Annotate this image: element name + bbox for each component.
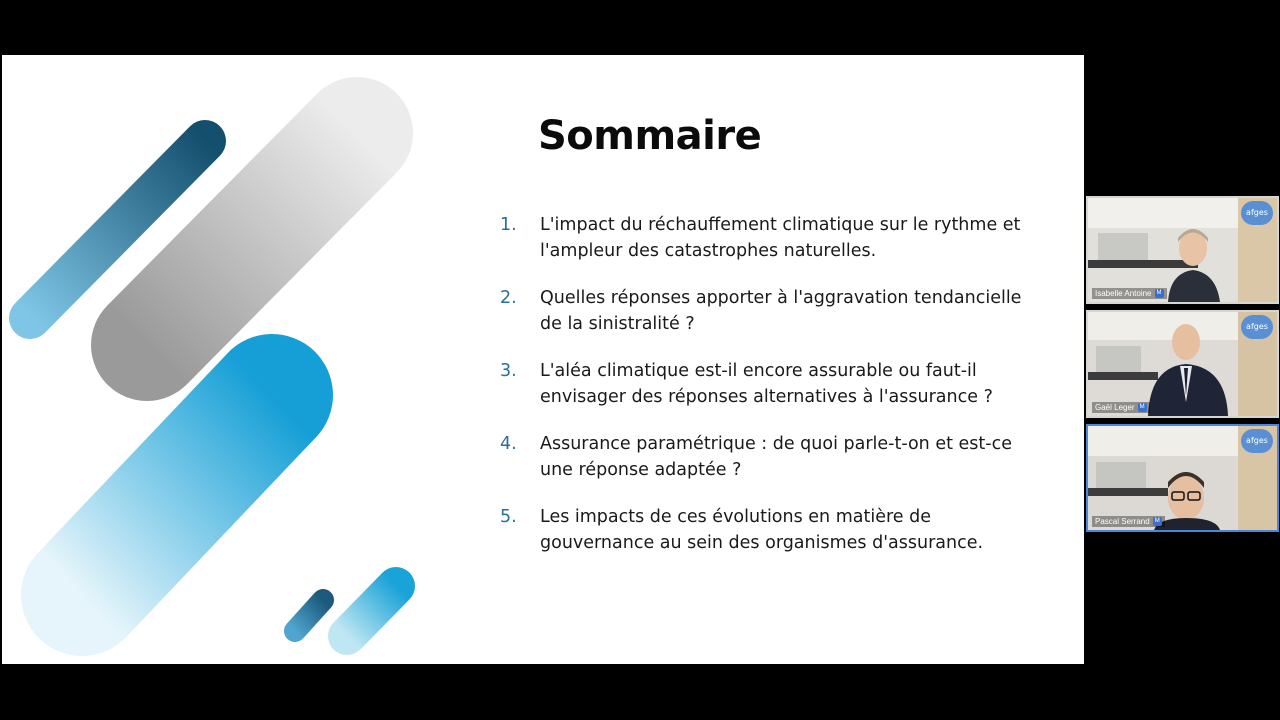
presentation-slide bbox=[2, 55, 1084, 664]
slide-title: Sommaire bbox=[538, 113, 762, 159]
stripe-small-blue bbox=[347, 586, 396, 636]
participant-name bbox=[1092, 516, 1165, 527]
participant-name-text: Isabelle Antoine bbox=[1095, 288, 1152, 298]
agenda-item bbox=[500, 358, 1040, 410]
decorative-stripes bbox=[2, 55, 462, 664]
stripe-small-dark bbox=[295, 600, 323, 631]
participant-name bbox=[1092, 402, 1150, 413]
participant-tile-isabelle-antoine[interactable] bbox=[1086, 196, 1279, 304]
mic-icon: M bbox=[1154, 518, 1160, 524]
participant-name-text: Pascal Serrand bbox=[1095, 516, 1150, 526]
agenda-item-text: L'aléa climatique est-il encore assurable ou faut-il envisager des réponses alternatives à l'assurance ? bbox=[540, 361, 993, 407]
participant-name bbox=[1092, 288, 1167, 299]
agenda-item-number: 1. bbox=[500, 215, 517, 235]
agenda-item-text: Les impacts de ces évolutions en matière de gouvernance au sein des organismes d'assurance. bbox=[540, 507, 984, 553]
agenda-item-number: 3. bbox=[500, 361, 517, 381]
participant-tile-pascal-serrand[interactable] bbox=[1086, 424, 1279, 532]
agenda-item bbox=[500, 504, 1040, 556]
participant-panel bbox=[1086, 196, 1279, 538]
agenda-item-number: 4. bbox=[500, 434, 517, 454]
mic-icon: M bbox=[1156, 290, 1162, 296]
agenda-item-text: Assurance paramétrique : de quoi parle-t-on et est-ce une réponse adaptée ? bbox=[540, 434, 1012, 480]
agenda-item-number: 2. bbox=[500, 288, 517, 308]
stripe-blue bbox=[82, 395, 272, 595]
agenda-item-number: 5. bbox=[500, 507, 517, 527]
agenda-item bbox=[500, 212, 1040, 264]
afges-logo-badge: afges bbox=[1241, 429, 1273, 453]
agenda-item bbox=[500, 285, 1040, 337]
participant-tile-gael-leger[interactable] bbox=[1086, 310, 1279, 418]
agenda-list bbox=[500, 212, 1040, 577]
agenda-item-text: Quelles réponses apporter à l'aggravation tendancielle de la sinistralité ? bbox=[540, 288, 1022, 334]
participant-name-text: Gaël Leger bbox=[1095, 402, 1135, 412]
afges-logo-badge: afges bbox=[1241, 315, 1273, 339]
agenda-item bbox=[500, 431, 1040, 483]
mic-icon: M bbox=[1139, 404, 1145, 410]
afges-logo-badge: afges bbox=[1241, 201, 1273, 225]
agenda-item-text: L'impact du réchauffement climatique sur le rythme et l'ampleur des catastrophes naturelles. bbox=[540, 215, 1021, 261]
